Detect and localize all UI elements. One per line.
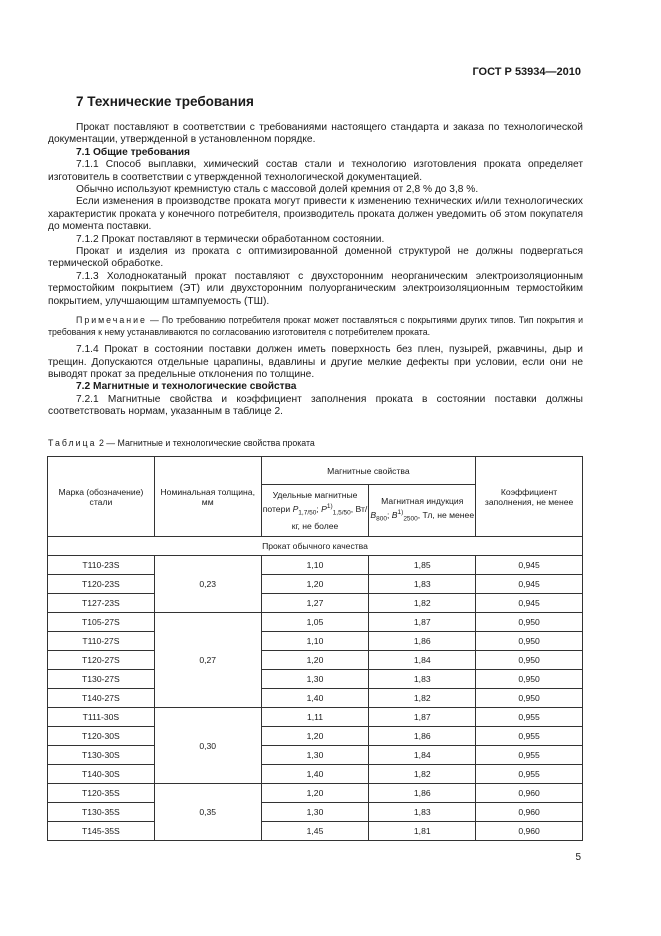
paragraph-7-1-3: 7.1.3 Холоднокатаный прокат поставляют с двухсторонним неорганическим электроизоляционным термостойким покрытием (ЭТ) или двухсторонним полуорганическим электроизоляционным термостойким покрытием, улучшающим штампуемость (ТШ). <box>48 270 583 307</box>
cell-fill-factor: 0,955 <box>476 708 583 727</box>
induction-sub-2: 2500 <box>403 515 418 523</box>
group-label: Прокат обычного качества <box>48 537 583 556</box>
cell-losses: 1,10 <box>261 556 369 575</box>
cell-grade: Т140-27S <box>48 689 155 708</box>
cell-grade: Т130-30S <box>48 746 155 765</box>
paragraph-7-1-2: 7.1.2 Прокат поставляют в термически обработанном состоянии. <box>76 233 385 245</box>
cell-fill-factor: 0,945 <box>476 575 583 594</box>
table-row <box>48 727 583 746</box>
cell-induction: 1,86 <box>369 727 476 746</box>
losses-sub-2: 1,5/50 <box>332 509 351 517</box>
cell-losses: 1,40 <box>261 765 369 784</box>
paragraph-intro: Прокат поставляют в соответствии с требованиями настоящего стандарта и заказа по технологической документации, утвержденной в установленном порядке. <box>48 122 583 146</box>
header-magnetic: Магнитные свойства <box>261 457 476 485</box>
induction-separator: ; <box>387 510 392 521</box>
losses-footnote-mark: 1) <box>326 503 333 511</box>
cell-induction: 1,83 <box>369 575 476 594</box>
cell-thickness: 0,30 <box>154 708 261 784</box>
cell-losses: 1,30 <box>261 803 369 822</box>
paragraph-7-1-1-c: Если изменения в производстве проката могут привести к изменению технических и/или технологических характеристик проката у конечного потребителя, производитель проката должен уведомить об этом покупателя до момента поставки. <box>48 196 583 233</box>
cell-induction: 1,83 <box>369 670 476 689</box>
table-row <box>48 651 583 670</box>
subsection-7-1-title: 7.1 Общие требования <box>76 146 190 158</box>
cell-induction: 1,87 <box>369 708 476 727</box>
header-thickness: Номинальная толщина, мм <box>154 457 261 537</box>
induction-footnote-mark: 1) <box>397 509 404 517</box>
cell-induction: 1,86 <box>369 784 476 803</box>
note-label: Примечание <box>76 315 147 326</box>
cell-thickness: 0,23 <box>154 556 261 613</box>
cell-induction: 1,85 <box>369 556 476 575</box>
cell-fill-factor: 0,960 <box>476 784 583 803</box>
cell-losses: 1,45 <box>261 822 369 841</box>
losses-label: Удельные магнитные потери <box>262 490 358 515</box>
note <box>48 314 583 338</box>
cell-losses: 1,40 <box>261 689 369 708</box>
header-grade: Марка (обозначение) стали <box>48 457 155 537</box>
induction-b-symbol: B <box>370 510 377 521</box>
header-fill-factor: Коэффициент заполнения, не менее <box>476 457 583 537</box>
cell-fill-factor: 0,945 <box>476 556 583 575</box>
paragraph-7-1-1-b: Обычно используют кремнистую сталь с массовой долей кремния от 2,8 % до 3,8 %. <box>76 184 479 196</box>
section-number: 7 <box>76 94 84 109</box>
cell-grade: Т105-27S <box>48 613 155 632</box>
section-title <box>76 94 254 109</box>
paragraph-7-1-2-b: Прокат и изделия из проката с оптимизированной доменной структурой не должны подвергаться термической обработке. <box>48 246 583 270</box>
cell-induction: 1,82 <box>369 765 476 784</box>
table-row <box>48 784 583 803</box>
cell-losses: 1,10 <box>261 632 369 651</box>
losses-unit: , Вт/кг, не более <box>291 504 368 531</box>
cell-grade: Т130-27S <box>48 670 155 689</box>
table-row <box>48 670 583 689</box>
cell-fill-factor: 0,945 <box>476 594 583 613</box>
cell-losses: 1,30 <box>261 746 369 765</box>
cell-losses: 1,05 <box>261 613 369 632</box>
properties-table <box>47 456 583 841</box>
cell-fill-factor: 0,960 <box>476 803 583 822</box>
cell-grade: Т127-23S <box>48 594 155 613</box>
cell-grade: Т120-30S <box>48 727 155 746</box>
header-induction <box>369 485 476 537</box>
induction-unit: , Тл, не менее <box>417 510 475 521</box>
header-losses <box>261 485 369 537</box>
table-caption-text: 2 — Магнитные и технологические свойства проката <box>98 438 315 448</box>
table-row <box>48 594 583 613</box>
cell-grade: Т120-27S <box>48 651 155 670</box>
cell-induction: 1,82 <box>369 689 476 708</box>
induction-label: Магнитная индукция <box>381 496 464 507</box>
cell-induction: 1,81 <box>369 822 476 841</box>
cell-thickness: 0,27 <box>154 613 261 708</box>
cell-grade: Т111-30S <box>48 708 155 727</box>
document-number: ГОСТ Р 53934—2010 <box>472 66 581 78</box>
table-row <box>48 556 583 575</box>
table-row <box>48 746 583 765</box>
induction-sub-1: 800 <box>376 515 388 523</box>
losses-sub-1: 1,7/50 <box>298 509 317 517</box>
cell-fill-factor: 0,950 <box>476 670 583 689</box>
table-row <box>48 765 583 784</box>
cell-fill-factor: 0,955 <box>476 765 583 784</box>
table-row <box>48 708 583 727</box>
table-caption <box>48 438 315 448</box>
subsection-7-2-title: 7.2 Магнитные и технологические свойства <box>76 381 297 393</box>
table-row <box>48 822 583 841</box>
page-number: 5 <box>575 852 581 863</box>
cell-thickness: 0,35 <box>154 784 261 841</box>
cell-induction: 1,86 <box>369 632 476 651</box>
cell-fill-factor: 0,950 <box>476 613 583 632</box>
cell-induction: 1,87 <box>369 613 476 632</box>
section-title-text: Технические требования <box>87 94 254 109</box>
losses-p-symbol: P <box>292 504 299 515</box>
table-row <box>48 689 583 708</box>
cell-induction: 1,84 <box>369 746 476 765</box>
losses-p2-symbol: P <box>321 504 327 515</box>
paragraph-7-1-4: 7.1.4 Прокат в состоянии поставки должен иметь поверхность без плен, пузырей, ржавчины, дыр и трещин. Допускаются отдельные царапины, вдавлины и другие мелкие дефекты при условии, если они не выводят прокат за предельные отклонения по толщине. <box>48 344 583 380</box>
cell-induction: 1,82 <box>369 594 476 613</box>
cell-losses: 1,20 <box>261 727 369 746</box>
cell-losses: 1,11 <box>261 708 369 727</box>
cell-grade: Т120-23S <box>48 575 155 594</box>
cell-grade: Т120-35S <box>48 784 155 803</box>
cell-fill-factor: 0,950 <box>476 632 583 651</box>
cell-grade: Т140-30S <box>48 765 155 784</box>
cell-losses: 1,30 <box>261 670 369 689</box>
cell-losses: 1,20 <box>261 651 369 670</box>
paragraph-7-1-1: 7.1.1 Способ выплавки, химический состав стали и технологию изготовления проката определяет изготовитель в соответствии с утвержденной технологической документацией. <box>48 159 583 183</box>
cell-fill-factor: 0,955 <box>476 727 583 746</box>
cell-grade: Т110-27S <box>48 632 155 651</box>
cell-induction: 1,84 <box>369 651 476 670</box>
cell-grade: Т145-35S <box>48 822 155 841</box>
table-row <box>48 613 583 632</box>
table-row <box>48 575 583 594</box>
cell-losses: 1,20 <box>261 575 369 594</box>
cell-fill-factor: 0,955 <box>476 746 583 765</box>
cell-fill-factor: 0,960 <box>476 822 583 841</box>
losses-separator: ; <box>316 504 322 515</box>
cell-induction: 1,83 <box>369 803 476 822</box>
cell-losses: 1,20 <box>261 784 369 803</box>
table-caption-label: Таблица <box>48 438 97 448</box>
paragraph-7-2-1: 7.2.1 Магнитные свойства и коэффициент заполнения проката в состоянии поставки должны соответствовать нормам, указанным в таблице 2. <box>48 393 583 418</box>
cell-losses: 1,27 <box>261 594 369 613</box>
table-row <box>48 803 583 822</box>
cell-grade: Т130-35S <box>48 803 155 822</box>
cell-grade: Т110-23S <box>48 556 155 575</box>
cell-fill-factor: 0,950 <box>476 689 583 708</box>
section-body <box>48 122 583 419</box>
note-text: — По требованию потребителя прокат может поставляться с покрытиями других типов. Тип покрытия и требования к нему устанавливаются по согласованию изготовителя с потребителем проката. <box>48 315 583 338</box>
cell-fill-factor: 0,950 <box>476 651 583 670</box>
induction-b2-symbol: B <box>391 510 398 521</box>
table-row <box>48 632 583 651</box>
